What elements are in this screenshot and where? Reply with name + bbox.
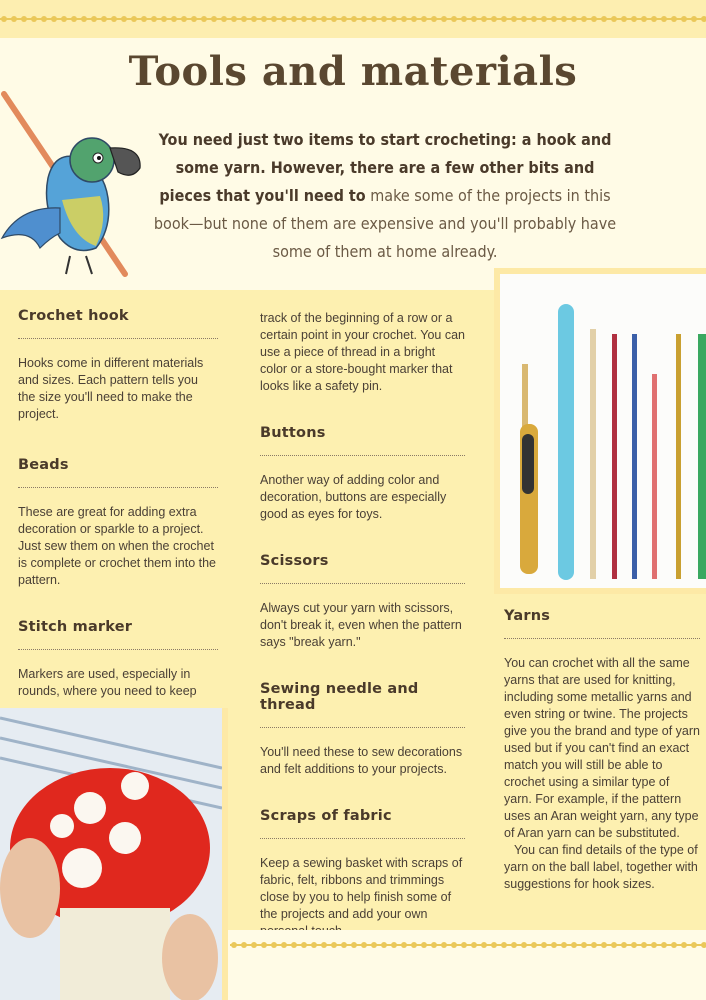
section-scissors <box>260 553 465 651</box>
section-title: Sewing needle and thread <box>260 681 419 713</box>
hooks-photo <box>494 268 706 594</box>
toadstool-photo-frame <box>0 708 222 1000</box>
intro-strong: You need just two items to start crocheting: a hook and some yarn. However, there are a few other bits and pieces that you'll need to <box>158 130 612 205</box>
divider <box>260 838 465 839</box>
section-title: Stitch marker <box>18 619 133 635</box>
section-text: Keep a sewing basket with scraps of fabric, felt, ribbons and trimmings close by you to help finish some of the projects and add your own <box>260 856 463 921</box>
divider <box>260 583 465 584</box>
crochet-hooks-icon <box>500 274 706 588</box>
bottom-decorative-border <box>230 940 706 950</box>
section-scraps <box>260 808 465 940</box>
hooks-photo-frame <box>500 274 706 588</box>
section-text: You can crochet with all the same yarns that are used for knitting, including some metallic yarns and even string or twine. The projects give you the brand and type of yarn used but if you can't find an exact match you will still be able to crochet using a similar type of yarn. For example, if the pattern uses an Aran weight yarn, any type of Aran yarn can be substituted. <box>504 656 700 840</box>
section-text: These are great for adding extra decoration or sparkle to a project. Just sew them on when the crochet is complete or crochet them into the pattern. <box>18 505 217 587</box>
section-title: Beads <box>18 457 69 473</box>
section-text: You'll need these to sew decorations and felt additions to your projects. <box>260 745 463 776</box>
intro-rest: make some of the projects in this book—but none of them are expensive and you'll probably have some of them at home already. <box>153 186 617 261</box>
intro-text <box>150 126 620 266</box>
top-decorative-border <box>0 14 706 24</box>
section-buttons <box>260 425 465 523</box>
column-left <box>18 308 218 700</box>
stitch-marker-continued: track of the beginning of a row or a certain point in your crochet. You can use a piece of thread in a bright color or a store-bought marker that looks like a safety pin. <box>260 311 465 393</box>
section-text-2: You can find details of the type of yarn on the ball label, together with suggestions for hook sizes. <box>504 843 698 891</box>
section-sewing <box>260 681 465 778</box>
column-middle <box>260 310 465 940</box>
section-crochet-hook <box>18 308 218 423</box>
section-text: Another way of adding color and decoration, buttons are especially good as eyes for toys. <box>260 473 447 521</box>
section-title: Scraps of fabric <box>260 808 392 824</box>
divider <box>18 649 218 650</box>
section-title: Scissors <box>260 553 329 569</box>
section-yarns <box>504 608 700 893</box>
divider <box>260 727 465 728</box>
divider <box>18 487 218 488</box>
crochet-toadstool-icon <box>0 708 222 1000</box>
section-title: Yarns <box>504 608 551 624</box>
section-text: Hooks come in different materials and sizes. Each pattern tells you the size you'll need to make the project. <box>18 356 204 421</box>
section-text: Always cut your yarn with scissors, don't break it, even when the pattern says "break yarn." <box>260 601 462 649</box>
page-title: Tools and materials <box>128 48 578 95</box>
section-title: Crochet hook <box>18 308 129 324</box>
column-right <box>504 608 700 893</box>
divider <box>18 338 218 339</box>
section-beads <box>18 457 218 589</box>
parrot-illustration <box>0 88 150 288</box>
divider <box>260 455 465 456</box>
section-stitch-marker <box>18 619 218 700</box>
section-text: Markers are used, especially in rounds, where you need to keep <box>18 667 197 698</box>
toadstool-photo <box>0 708 228 1000</box>
divider <box>504 638 700 639</box>
section-title: Buttons <box>260 425 326 441</box>
